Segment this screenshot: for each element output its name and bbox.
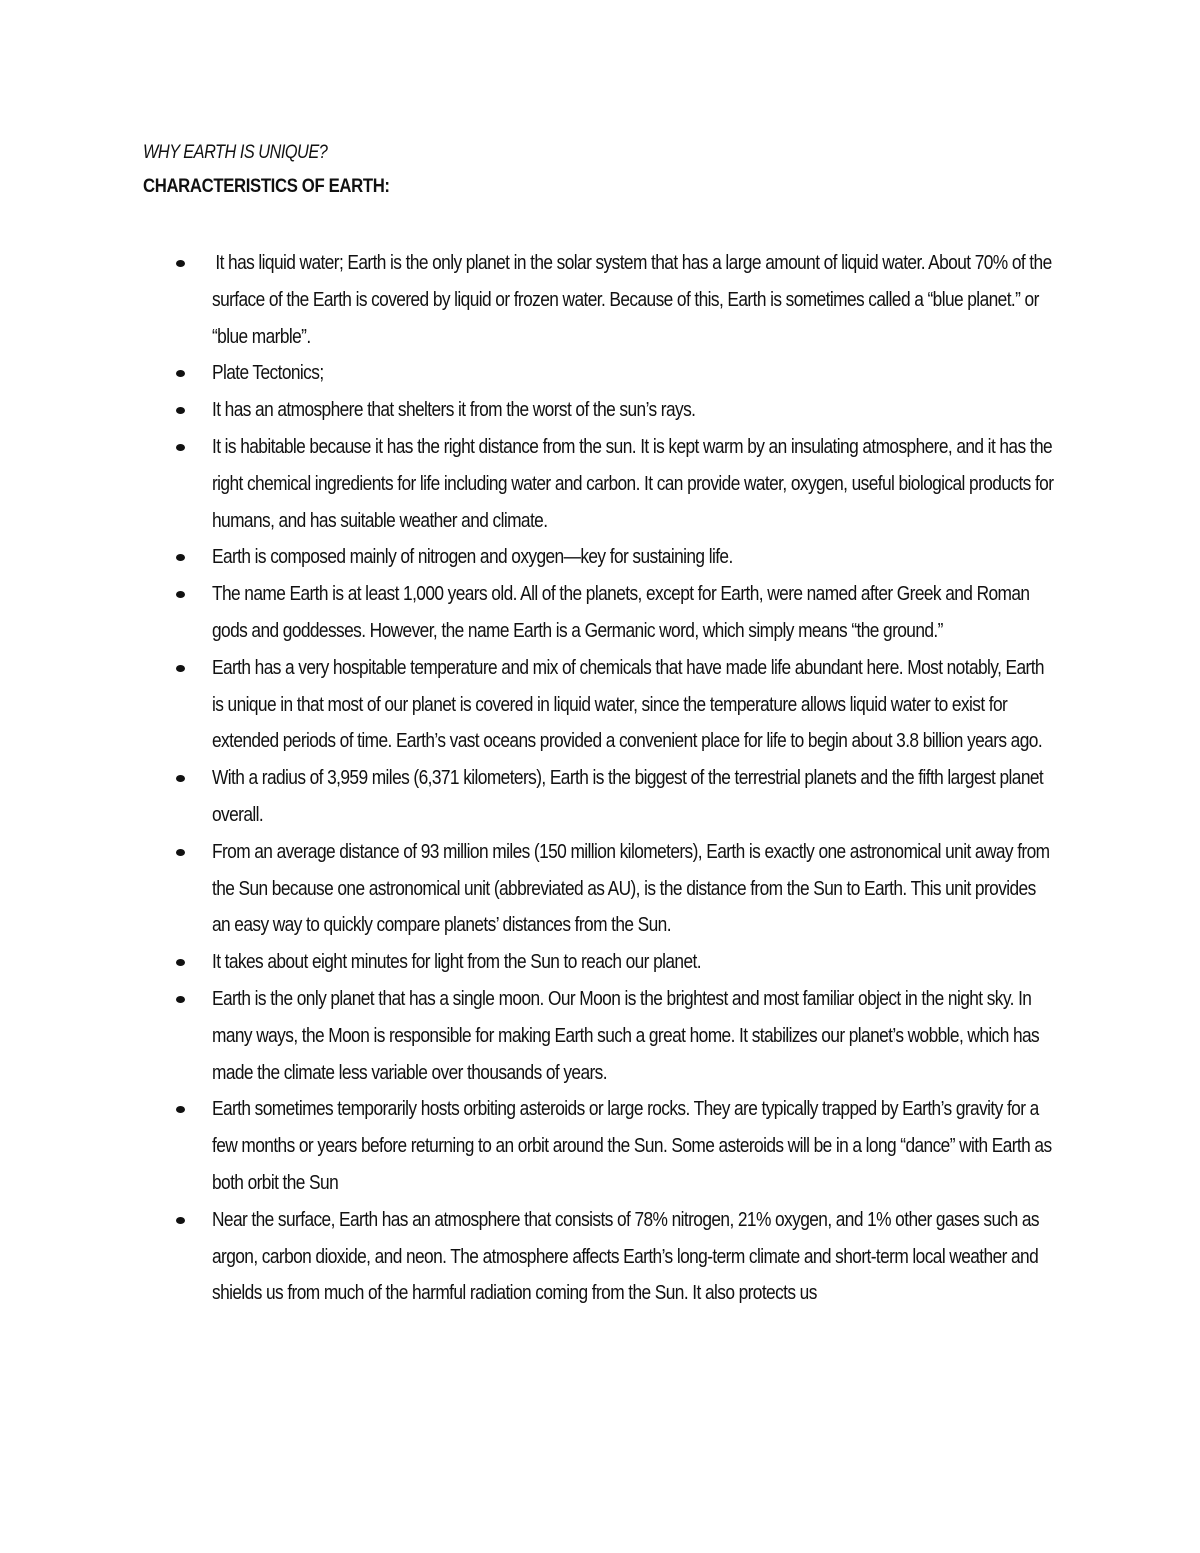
- list-item-text: Near the surface, Earth has an atmosphere that consists of 78% nitrogen, 21% oxygen, and 1% other gases such as argon, carbon dioxide, and neon. The atmosphere affects Earth’s long-term climate and short-term local weather and shields us from much of the harmful radiation coming from the Sun. It also protects us: [212, 1207, 1039, 1305]
- bullet-icon: [176, 260, 185, 267]
- list-item: [0, 1091, 1200, 1201]
- list-item: [0, 539, 1200, 576]
- bullet-icon: [176, 665, 185, 672]
- bullet-icon: [176, 959, 185, 966]
- list-item: [0, 576, 1200, 650]
- list-item-text: It has liquid water; Earth is the only planet in the solar system that has a large amount of liquid water. About 70% of the surface of the Earth is covered by liquid or frozen water. Because of this, Earth is sometimes called a “blue planet.” or “blue marble”.: [212, 251, 1052, 348]
- list-item-text: Earth has a very hospitable temperature and mix of chemicals that have made life abundant here. Most notably, Earth is unique in that most of our planet is covered in liquid water, since the temperature allows liquid water to exist for extended periods of time. Earth’s vast oceans provided a convenient place for life to begin about 3.8 billion years ago.: [212, 655, 1044, 753]
- list-item: [0, 245, 1200, 355]
- bullet-icon: [176, 554, 185, 561]
- list-item: [0, 981, 1200, 1091]
- list-item-text: Earth sometimes temporarily hosts orbiting asteroids or large rocks. They are typically trapped by Earth’s gravity for a few months or years before returning to an orbit around the Sun. Some asteroids will be in a long “dance” with Earth as both orbit the Sun: [212, 1097, 1052, 1194]
- bullet-icon: [176, 591, 185, 598]
- list-item: [0, 944, 1200, 981]
- list-item: [0, 392, 1200, 429]
- list-item-text: Plate Tectonics;: [212, 361, 324, 385]
- section-heading: CHARACTERISTICS OF EARTH:: [143, 176, 390, 197]
- list-item-text: Earth is the only planet that has a single moon. Our Moon is the brightest and most familiar object in the night sky. In many ways, the Moon is responsible for making Earth such a great home. It stabilizes our planet’s wobble, which has made the climate less variable over thousands of years.: [212, 986, 1040, 1084]
- list-item: [0, 429, 1200, 539]
- list-item-text: From an average distance of 93 million miles (150 million kilometers), Earth is exactly one astronomical unit away from the Sun because one astronomical unit (abbreviated as AU), is the distance from the Sun to Earth. This unit provides an easy way to quickly compare planets’ distances from the Sun.: [212, 839, 1050, 937]
- list-item: [0, 760, 1200, 834]
- bullet-icon: [176, 407, 185, 414]
- bullet-icon: [176, 775, 185, 782]
- list-item-text: It takes about eight minutes for light from the Sun to reach our planet.: [212, 950, 701, 974]
- list-item-text: Earth is composed mainly of nitrogen and oxygen—key for sustaining life.: [212, 545, 733, 569]
- characteristics-list: [0, 245, 1200, 1312]
- list-item-text: With a radius of 3,959 miles (6,371 kilometers), Earth is the biggest of the terrestrial planets and the fifth largest planet overall.: [212, 766, 1044, 826]
- bullet-icon: [176, 370, 185, 377]
- list-item-text: It has an atmosphere that shelters it from the worst of the sun’s rays.: [212, 398, 696, 422]
- bullet-icon: [176, 444, 185, 451]
- bullet-icon: [176, 996, 185, 1003]
- bullet-icon: [176, 1106, 185, 1113]
- bullet-icon: [176, 1217, 185, 1224]
- list-item: [0, 834, 1200, 944]
- list-item: [0, 355, 1200, 392]
- list-item: [0, 1202, 1200, 1312]
- page-title: WHY EARTH IS UNIQUE?: [143, 142, 328, 163]
- list-item: [0, 650, 1200, 760]
- list-item-text: It is habitable because it has the right distance from the sun. It is kept warm by an insulating atmosphere, and it has the right chemical ingredients for life including water and carbon. It can provide water, oxygen, useful biological products for humans, and has suitable weather and climate.: [212, 434, 1054, 532]
- list-item-text: The name Earth is at least 1,000 years old. All of the planets, except for Earth, were named after Greek and Roman gods and goddesses. However, the name Earth is a Germanic word, which simply means “the ground.”: [212, 582, 1030, 642]
- bullet-icon: [176, 849, 185, 856]
